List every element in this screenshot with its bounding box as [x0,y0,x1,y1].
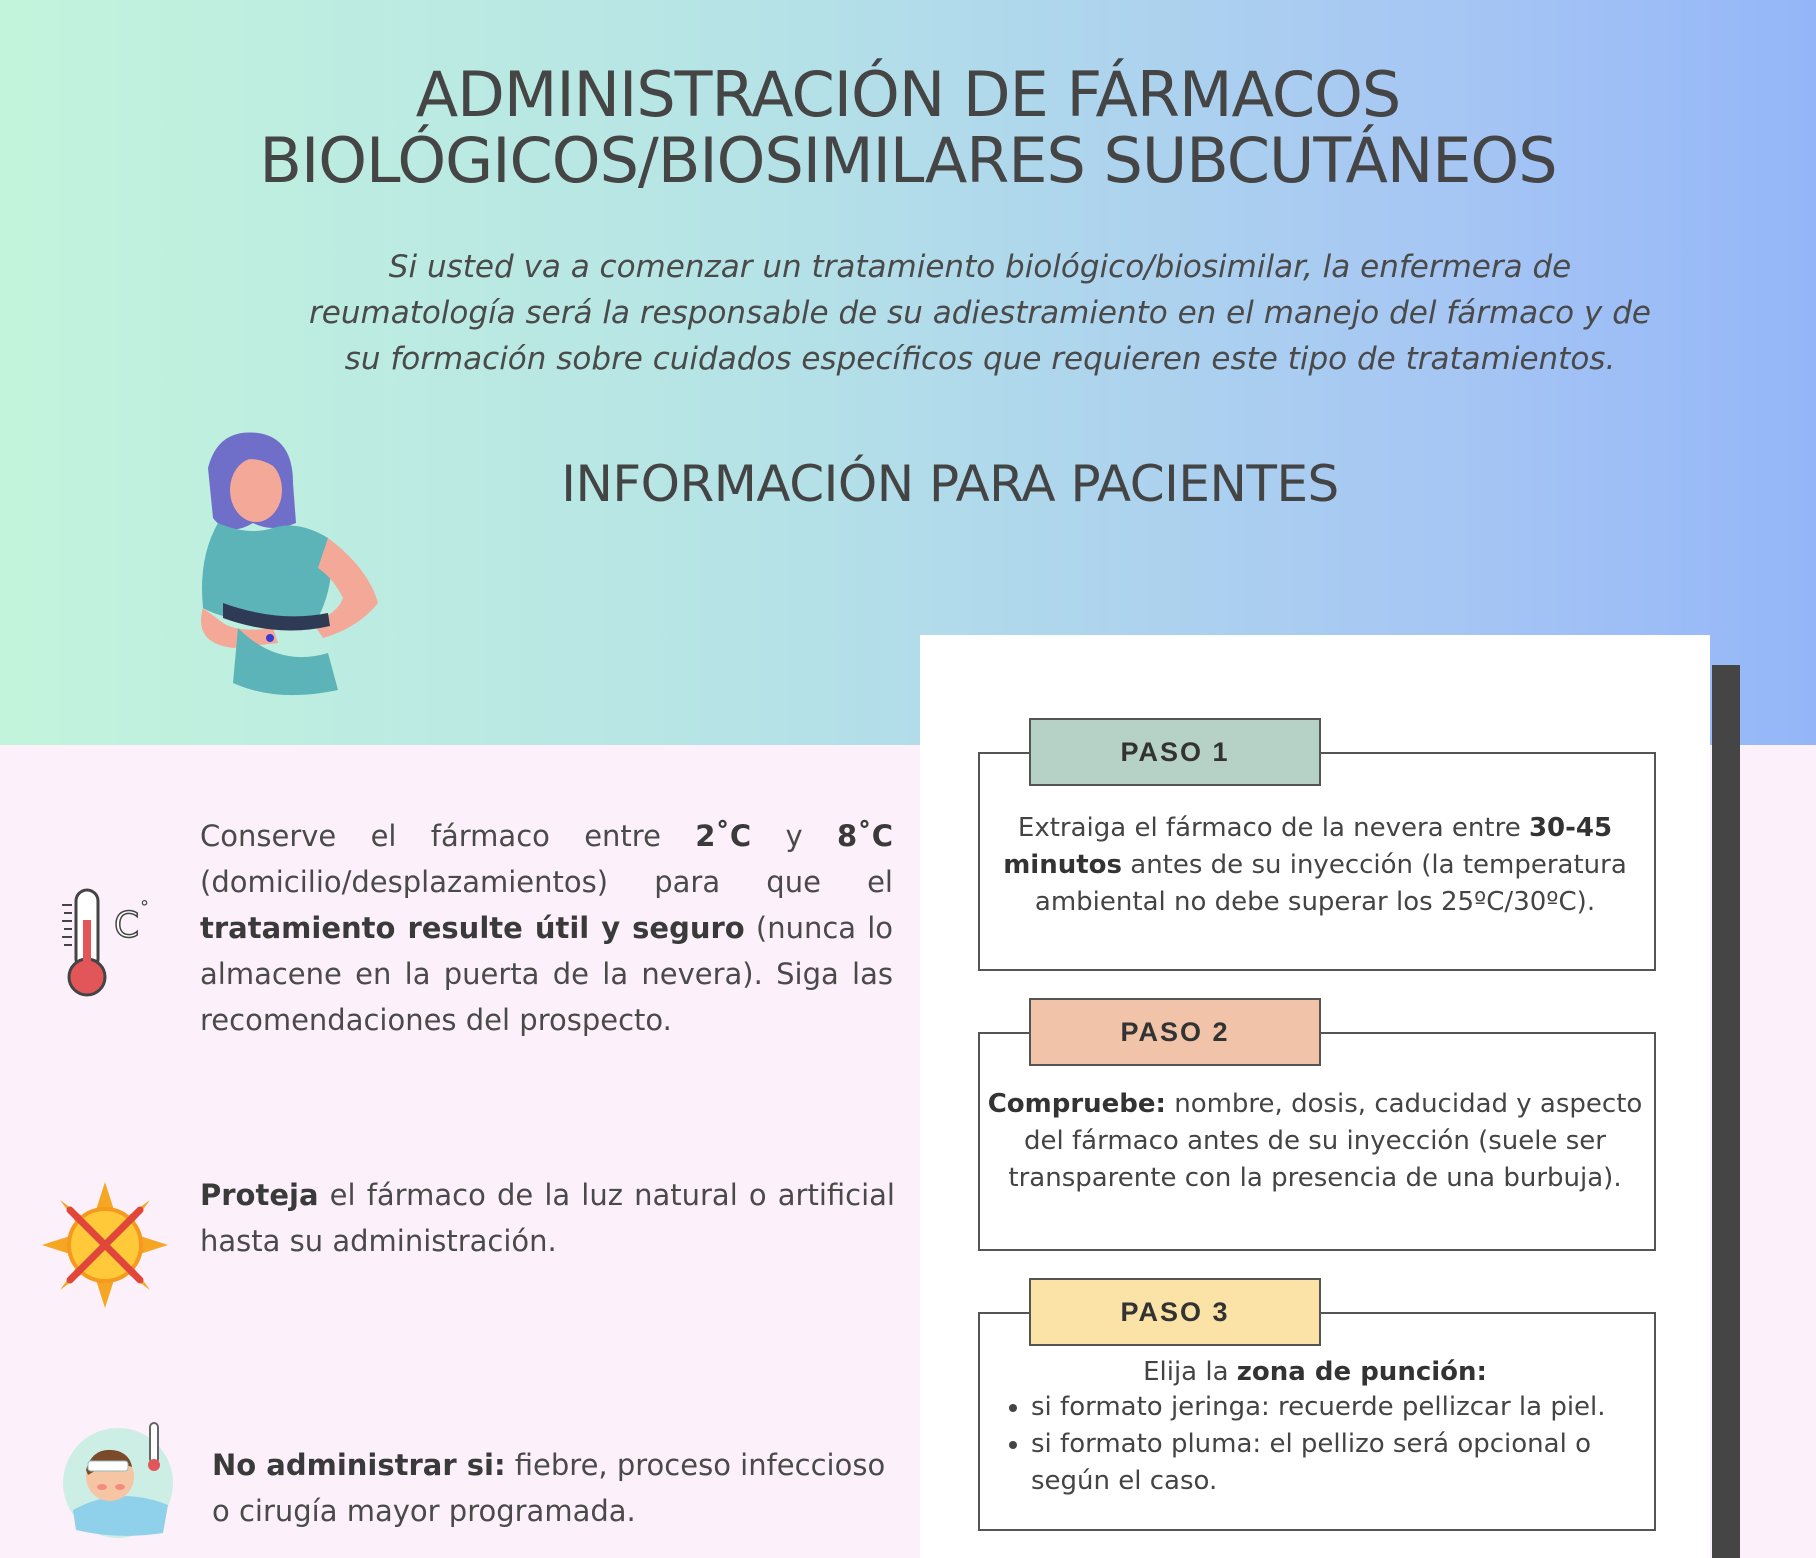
section-title: INFORMACIÓN PARA PACIENTES [561,455,1339,513]
step-1-label: PASO 1 [1029,718,1321,786]
storage-text: Conserve el fármaco entre 2˚C y 8˚C (domicilio/desplazamientos) para que el tratamiento resulte útil y seguro (nunca lo almacene en la puerta de la nevera). Siga las recomendaciones del prospecto. [200,819,893,1037]
contraindication-text: No administrar si: fiebre, proceso infeccioso o cirugía mayor programada. [212,1448,886,1528]
sun-crossed-icon [40,1180,170,1310]
step-1-text: Extraiga el fármaco de la nevera entre 30-45 minutos antes de su inyección (la temperatura ambiental no debe superar los 25ºC/30ºC). [1003,813,1627,917]
thermometer-degree: ° [140,897,149,918]
title-line-2: BIOLÓGICOS/BIOSIMILARES SUBCUTÁNEOS [259,124,1557,197]
thermometer-unit: C [114,905,140,946]
intro-line-2: reumatología será la responsable de su adiestramiento en el manejo del fármaco y de [309,295,1651,331]
light-text: Proteja el fármaco de la luz natural o artificial hasta su administración. [200,1178,895,1258]
list-item: • si formato pluma: el pellizo será opcional o según el caso. [1031,1426,1671,1500]
step-2-text: Compruebe: nombre, dosis, caducidad y aspecto del fármaco antes de su inyección (suele ser transparente con la presencia de una burbuja). [987,1089,1643,1193]
title-line-1: ADMINISTRACIÓN DE FÁRMACOS [415,58,1401,131]
step-3-bullets [995,1389,1671,1500]
step-3-label: PASO 3 [1029,1278,1321,1346]
step-2-label: PASO 2 [1029,998,1321,1066]
woman-injecting-illustration [178,428,418,698]
intro-line-1: Si usted va a comenzar un tratamiento biológico/biosimilar, la enfermera de [388,249,1572,285]
thermometer-icon [56,885,156,1000]
intro-line-3: su formación sobre cuidados específicos que requieren este tipo de tratamientos. [344,341,1616,377]
step-3-text: Elija la zona de punción: [1143,1357,1487,1387]
sick-child-icon [58,1415,178,1540]
list-item: • si formato jeringa: recuerde pellizcar la piel. [1031,1389,1671,1426]
card-shadow [1712,665,1740,1558]
page-title [0,58,1816,197]
intro-text [240,244,1720,382]
